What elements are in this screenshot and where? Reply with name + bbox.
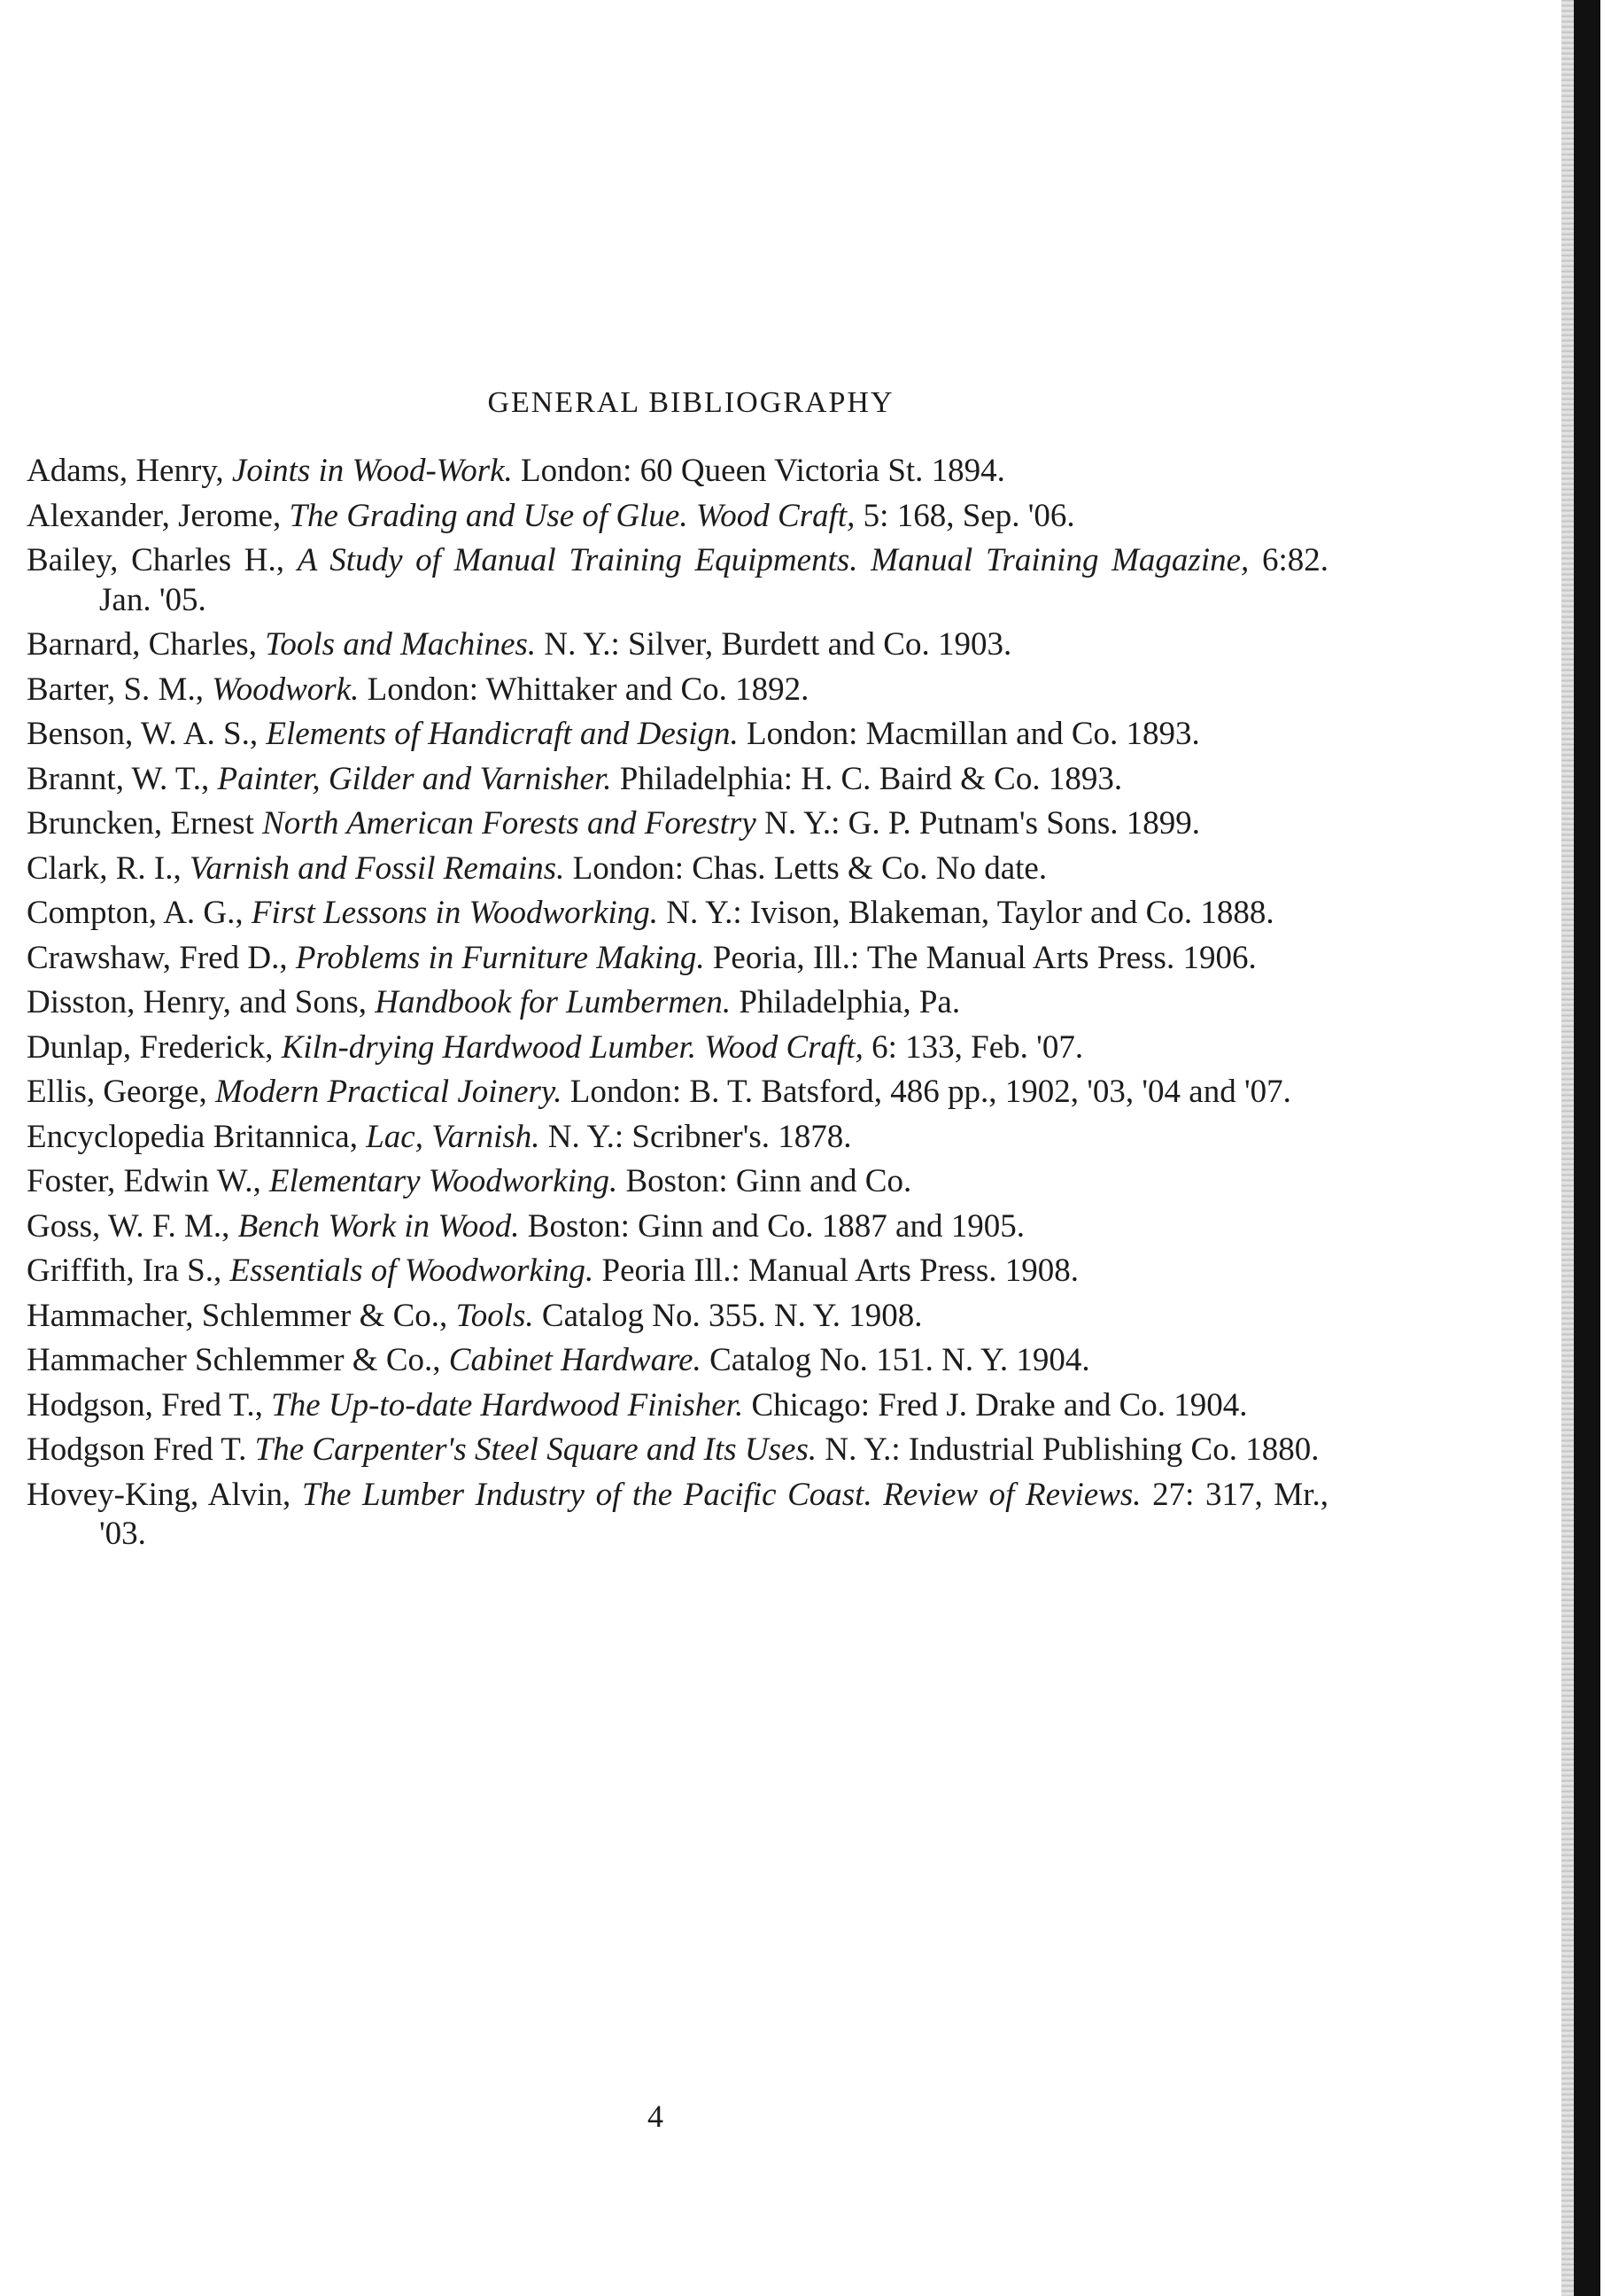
entry-title: Kiln-drying Hardwood Lumber. Wood Craft,	[281, 1028, 864, 1066]
entry-author: Hammacher, Schlemmer & Co.,	[27, 1297, 456, 1334]
entry-author: Clark, R. I.,	[27, 849, 190, 887]
bibliography-entry	[27, 849, 1328, 889]
page-edge-shadow	[1561, 0, 1574, 2296]
entry-title: First Lessons in Woodworking.	[251, 895, 659, 931]
entry-publication: Philadelphia, Pa.	[731, 984, 961, 1020]
entry-title: A Study of Manual Training Equipments. Manual Training Magazine,	[297, 542, 1250, 578]
entry-title: The Carpenter's Steel Square and Its Uses.	[254, 1431, 817, 1468]
entry-title: The Lumber Industry of the Pacific Coast. Review of Reviews.	[301, 1476, 1142, 1513]
bibliography-entry	[27, 541, 1328, 620]
bibliography-entry	[27, 1297, 1328, 1337]
entry-title: Problems in Furniture Making.	[295, 939, 705, 976]
bibliography-entry	[27, 1386, 1328, 1426]
entry-author: Hovey-King, Alvin,	[27, 1476, 302, 1513]
entry-publication: London: Macmillan and Co. 1893.	[738, 716, 1200, 752]
entry-publication: Philadelphia: H. C. Baird & Co. 1893.	[611, 760, 1123, 797]
entry-author: Brannt, W. T.,	[27, 760, 218, 797]
entry-title: Woodwork.	[212, 671, 360, 708]
entry-author: Alexander, Jerome,	[27, 497, 290, 534]
entry-author: Barnard, Charles,	[27, 626, 266, 663]
entry-publication: Catalog No. 151. N. Y. 1904.	[701, 1342, 1090, 1378]
bibliography-entry	[27, 760, 1328, 800]
entry-author: Compton, A. G.,	[27, 895, 252, 931]
entry-title: Tools and Machines.	[265, 626, 537, 663]
entry-author: Barter, S. M.,	[27, 671, 213, 708]
entry-author: Ellis, George,	[27, 1074, 216, 1110]
bibliography-entry	[27, 671, 1328, 710]
entry-title: Handbook for Lumbermen.	[375, 984, 732, 1020]
entry-author: Griffith, Ira S.,	[27, 1253, 230, 1289]
bibliography-entry	[27, 1476, 1328, 1555]
entry-author: Hammacher Schlemmer & Co.,	[27, 1342, 449, 1378]
bibliography-entry	[27, 625, 1328, 665]
bibliography-entry	[27, 1207, 1328, 1247]
entry-title: Lac, Varnish.	[366, 1118, 540, 1155]
bibliography-entry	[27, 1431, 1328, 1470]
entry-author: Hodgson Fred T.	[27, 1431, 255, 1468]
bibliography-entry	[27, 804, 1328, 844]
entry-title: Elements of Handicraft and Design.	[266, 716, 739, 752]
entry-publication: London: B. T. Batsford, 486 pp., 1902, '03, '04 and '07.	[562, 1074, 1291, 1110]
entry-publication: Peoria, Ill.: The Manual Arts Press. 1906.	[704, 939, 1257, 976]
entry-author: Foster, Edwin W.,	[27, 1163, 269, 1199]
bibliography-entry	[27, 1252, 1328, 1292]
entry-publication: 27: 317, Mr., '03.	[99, 1476, 1328, 1552]
bibliography-list	[27, 452, 1328, 1560]
bibliography-entry	[27, 715, 1328, 755]
entry-publication: Peoria Ill.: Manual Arts Press. 1908.	[593, 1253, 1080, 1289]
entry-title: Elementary Woodworking.	[268, 1163, 618, 1199]
entry-author: Encyclopedia Britannica,	[27, 1118, 367, 1155]
entry-publication: N. Y.: Industrial Publishing Co. 1880.	[817, 1431, 1320, 1468]
bibliography-entry	[27, 939, 1328, 979]
page-number: 4	[647, 2098, 663, 2134]
entry-publication: N. Y.: Ivison, Blakeman, Taylor and Co. 1888.	[658, 895, 1274, 931]
entry-publication: 6:82. Jan. '05.	[99, 542, 1328, 618]
bibliography-entry	[27, 452, 1328, 492]
entry-title: Bench Work in Wood.	[237, 1207, 520, 1245]
bibliography-entry	[27, 1162, 1328, 1202]
page-edge-binding	[1574, 0, 1600, 2296]
entry-author: Hodgson, Fred T.,	[27, 1386, 272, 1423]
entry-author: Disston, Henry, and Sons,	[27, 984, 376, 1020]
entry-publication: London: 60 Queen Victoria St. 1894.	[512, 453, 1005, 489]
entry-publication: N. Y.: G. P. Putnam's Sons. 1899.	[755, 805, 1200, 842]
entry-author: Adams, Henry,	[27, 453, 232, 489]
entry-publication: Boston: Ginn and Co. 1887 and 1905.	[519, 1207, 1025, 1245]
bibliography-entry	[27, 1118, 1328, 1158]
entry-author: Dunlap, Frederick,	[27, 1028, 282, 1066]
entry-publication: 6: 133, Feb. '07.	[863, 1028, 1084, 1066]
entry-title: Essentials of Woodworking.	[229, 1253, 594, 1289]
bibliography-entry	[27, 1028, 1328, 1068]
entry-publication: N. Y.: Scribner's. 1878.	[539, 1118, 852, 1155]
entry-title: Modern Practical Joinery.	[215, 1074, 562, 1110]
bibliography-entry	[27, 1341, 1328, 1381]
page-title: GENERAL BIBLIOGRAPHY	[487, 386, 895, 419]
bibliography-entry	[27, 894, 1328, 934]
entry-author: Bailey, Charles H.,	[27, 542, 298, 578]
entry-publication: London: Whittaker and Co. 1892.	[359, 671, 809, 708]
entry-title: Painter, Gilder and Varnisher.	[217, 760, 612, 797]
entry-title: The Grading and Use of Glue. Wood Craft,	[289, 497, 856, 534]
entry-title: North American Forests and Forestry	[262, 805, 756, 842]
entry-author: Crawshaw, Fred D.,	[27, 939, 296, 976]
entry-publication: 5: 168, Sep. '06.	[855, 497, 1075, 534]
entry-title: Cabinet Hardware.	[448, 1342, 701, 1378]
entry-author: Benson, W. A. S.,	[27, 716, 267, 752]
bibliography-entry	[27, 1073, 1328, 1113]
bibliography-entry	[27, 983, 1328, 1023]
entry-title: Varnish and Fossil Remains.	[189, 849, 565, 887]
entry-author: Bruncken, Ernest	[27, 805, 263, 842]
entry-title: Tools.	[455, 1297, 534, 1334]
bibliography-entry	[27, 497, 1328, 537]
entry-title: Joints in Wood-Work.	[231, 453, 513, 489]
entry-publication: Catalog No. 355. N. Y. 1908.	[533, 1297, 923, 1334]
entry-publication: N. Y.: Silver, Burdett and Co. 1903.	[536, 626, 1012, 663]
entry-publication: London: Chas. Letts & Co. No date.	[564, 849, 1048, 887]
entry-author: Goss, W. F. M.,	[27, 1207, 238, 1245]
entry-publication: Chicago: Fred J. Drake and Co. 1904.	[743, 1386, 1248, 1423]
entry-title: The Up-to-date Hardwood Finisher.	[271, 1386, 744, 1423]
entry-publication: Boston: Ginn and Co.	[617, 1163, 912, 1199]
